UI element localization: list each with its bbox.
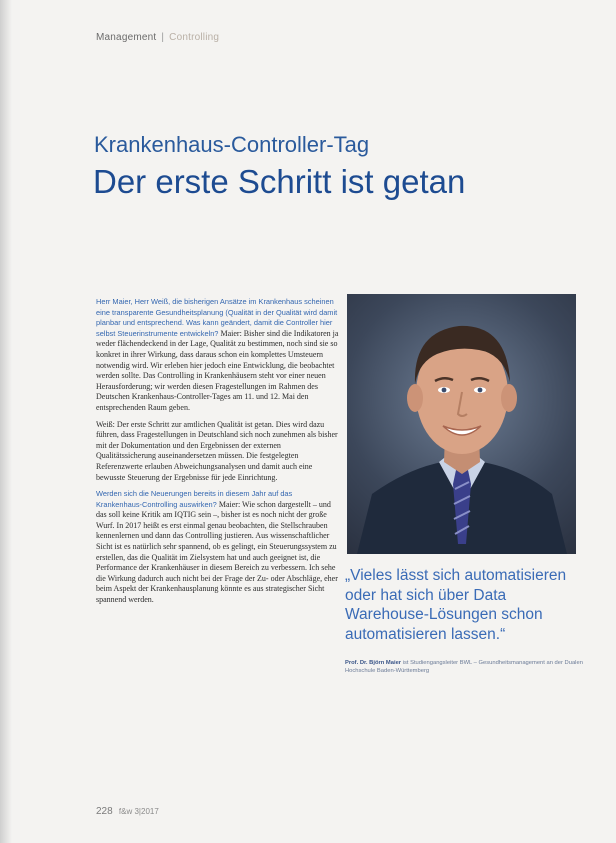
publication-name: f&w 3|2017 — [118, 807, 159, 816]
page-number: 228 — [96, 806, 113, 817]
photo-caption — [345, 659, 590, 675]
page-footer — [96, 806, 159, 817]
section-header — [96, 32, 219, 43]
portrait-photo — [347, 294, 576, 554]
portrait-illustration — [347, 294, 576, 554]
interview-question: Werden sich die Neuerungen bereits in diesem Jahr auf das Krankenhaus-Controlling auswirken? — [96, 489, 293, 509]
article-headline: Der erste Schritt ist getan — [93, 163, 466, 200]
interview-question: Herr Maier, Herr Weiß, die bisherigen Ansätze im Krankenhaus scheinen eine transparente Gesundheitsplanung (Qualität in der Qualität wird damit planbar und entsprechend. Was kann geändert, damit die Controller hier selbst Steuerinstrumente entwickeln? — [96, 297, 338, 338]
section-category: Controlling — [169, 32, 220, 43]
page-binding-edge — [0, 0, 12, 843]
article-kicker: Krankenhaus-Controller-Tag — [94, 132, 370, 157]
interview-answer: Maier: Bisher sind die Indikatoren ja weder flächendeckend in der Lage, Qualität zu bestimmen, noch sind sie so konkret in ihrer Wirkung, dass daraus schon ein komplettes Umsteuern notwendig wird. Wir erleben hier jedoch eine Entwicklung, die beobachtet werden sollte. Das Controlling in Krankenhäusern steht vor einer neuen Herausforderung; wir werden diesen Fragestellungen im Rahmen des Deutschen Krankenhaus-Controller-Tages am 11. und 12. Mai den entsprechenden Raum geben. — [96, 328, 339, 412]
body-text-column — [96, 297, 340, 612]
interview-answer: Weiß: Der erste Schritt zur amtlichen Qualität ist getan. Dies wird dazu führen, dass Fragestellungen in Deutschland sich noch zunehmen als bisher mit der Dokumentation und den Ergebnissen der externen Qualitätssicherung auseinandersetzen müssen. Die festgelegten Referenzwerte erlauben Abweichungsanalysen und damit auch eine bewusste Steuerung der Ergebnisse für jede Einrichtung. — [96, 419, 338, 482]
section-separator: | — [161, 32, 165, 43]
section-name: Management — [96, 32, 157, 43]
pull-quote: „Vieles lässt sich automatisieren oder hat sich über Data Warehouse-Lösungen schon automatisieren lassen.“ — [345, 567, 567, 643]
interview-answer: Maier: Wie schon dargestellt – und das soll keine Kritik am IQTIG sein –, bisher ist es noch nicht der große Wurf. In 2017 heißt es erst einmal genau beobachten, die Stellschrauben kennenlernen und dann das Controlling justieren. Aus wissenschaftlicher Sicht ist es natürlich sehr spannend, ob es gelingt, ein Steuerungssystem zu erstellen, das die Qualität im Zielsystem hat und auch geeignet ist, die Performance der Krankenhäuser in diesem Bereich zu verbessern. Ich sehe die Wirkung dadurch auch nicht bei der Frage der Zu- oder Abschläge, eher beim Aspekt der Krankenhausplanung könnte es aus strategischer Sicht spannend werden. — [96, 499, 338, 605]
caption-name: Prof. Dr. Björn Maier — [345, 660, 402, 666]
caption-text: ist Studiengangsleiter BWL – Gesundheitsmanagement an der Dualen Hochschule Baden-Württemberg — [345, 660, 583, 674]
